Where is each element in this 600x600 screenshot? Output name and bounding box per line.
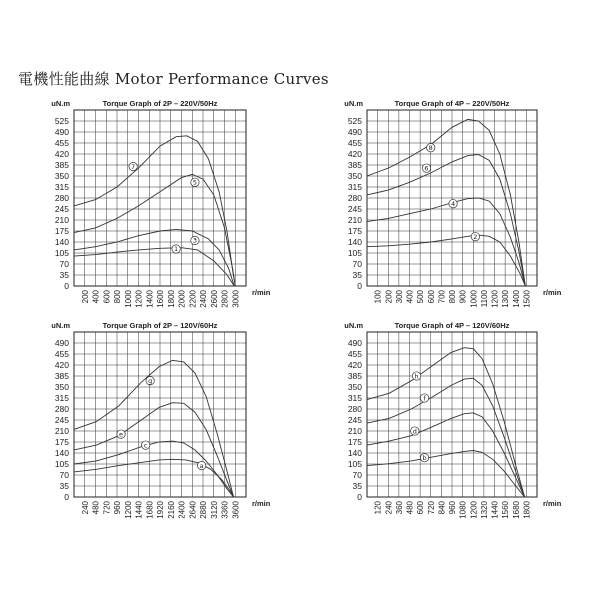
x-tick-label: 360 — [394, 501, 404, 515]
y-tick-label: 70 — [59, 470, 69, 480]
x-tick-label: 1680 — [511, 501, 521, 519]
y-tick-label: 175 — [54, 437, 69, 447]
x-tick-label: 1100 — [479, 290, 489, 308]
x-tick-label: 300 — [394, 290, 404, 304]
x-tick-label: 3600 — [231, 501, 241, 519]
x-tick-label: 1300 — [501, 290, 511, 308]
y-tick-label: 455 — [54, 138, 69, 148]
x-tick-label: 2200 — [188, 290, 198, 308]
x-tick-label: 400 — [91, 290, 101, 304]
x-tick-label: 1800 — [166, 290, 176, 308]
y-tick-label: 210 — [347, 426, 362, 436]
chart-panel-3 — [51, 321, 271, 519]
y-tick-label: 490 — [54, 338, 69, 348]
x-tick-label: 1000 — [469, 290, 479, 308]
y-tick-label: 0 — [357, 281, 362, 291]
x-tick-label: 400 — [405, 290, 415, 304]
curve-a — [74, 459, 234, 497]
x-tick-label: 2880 — [199, 501, 208, 519]
x-tick-label: 1500 — [522, 290, 532, 308]
y-tick-label: 140 — [347, 448, 362, 458]
curve-label-e: e — [119, 430, 124, 439]
y-tick-label: 455 — [347, 349, 362, 359]
y-tick-label: 70 — [352, 259, 362, 269]
x-axis-label: r/min — [252, 288, 271, 297]
y-axis-label: uN.m — [344, 99, 363, 108]
x-tick-label: 900 — [458, 290, 468, 304]
y-tick-label: 490 — [347, 338, 362, 348]
y-tick-label: 455 — [54, 349, 69, 359]
chart-panel-2 — [344, 99, 562, 308]
x-tick-label: 1200 — [123, 501, 133, 519]
x-tick-label: 120 — [373, 501, 383, 515]
y-tick-label: 175 — [54, 226, 69, 236]
x-tick-label: 100 — [373, 290, 383, 304]
y-tick-label: 70 — [352, 470, 362, 480]
x-tick-label: 1680 — [145, 501, 155, 519]
y-tick-label: 0 — [64, 492, 69, 502]
x-tick-label: 1440 — [490, 501, 500, 519]
y-tick-label: 210 — [347, 215, 362, 225]
chart-title: Torque Graph of 4P – 120V/60Hz — [394, 321, 510, 330]
x-tick-label: 1200 — [490, 290, 500, 308]
x-tick-label: 1320 — [479, 501, 489, 519]
y-tick-label: 525 — [347, 116, 362, 126]
x-axis-label: r/min — [543, 288, 562, 297]
y-tick-label: 210 — [54, 215, 69, 225]
curve-h — [367, 348, 525, 497]
y-tick-label: 0 — [64, 281, 69, 291]
x-tick-label: 1560 — [501, 501, 511, 519]
x-tick-label: 2800 — [220, 290, 230, 308]
y-tick-label: 315 — [54, 393, 69, 403]
y-tick-label: 35 — [59, 270, 69, 280]
y-tick-label: 280 — [54, 193, 69, 203]
y-tick-label: 245 — [347, 415, 362, 425]
x-axis-label: r/min — [252, 499, 271, 508]
curve-label-h: h — [414, 372, 419, 381]
x-tick-label: 1000 — [123, 290, 133, 308]
y-tick-label: 280 — [347, 404, 362, 414]
y-tick-label: 385 — [347, 371, 362, 381]
y-tick-label: 455 — [347, 138, 362, 148]
y-tick-label: 140 — [54, 237, 69, 247]
y-tick-label: 140 — [347, 237, 362, 247]
curve-label-f: f — [423, 394, 426, 403]
y-tick-label: 35 — [352, 481, 362, 491]
x-tick-label: 960 — [113, 501, 122, 515]
curve-b — [367, 451, 525, 498]
y-tick-label: 420 — [347, 149, 362, 159]
curve-label-6: 6 — [424, 164, 429, 173]
y-tick-label: 105 — [54, 459, 69, 469]
y-tick-label: 280 — [54, 404, 69, 414]
curve-3 — [74, 229, 234, 286]
y-tick-label: 315 — [347, 393, 362, 403]
y-tick-label: 420 — [54, 360, 69, 370]
y-tick-label: 175 — [347, 437, 362, 447]
x-tick-label: 2600 — [209, 290, 219, 308]
curve-label-5: 5 — [192, 178, 198, 187]
curve-label-3: 3 — [192, 236, 198, 245]
x-tick-label: 240 — [384, 501, 394, 515]
x-tick-label: 600 — [102, 290, 112, 304]
y-tick-label: 70 — [59, 259, 69, 269]
y-tick-label: 315 — [54, 182, 69, 192]
curve-8 — [367, 119, 525, 286]
x-tick-label: 2400 — [177, 501, 187, 519]
y-tick-label: 140 — [54, 448, 69, 458]
x-tick-label: 3000 — [231, 290, 241, 308]
y-tick-label: 350 — [347, 171, 362, 181]
y-tick-label: 35 — [59, 481, 69, 491]
y-tick-label: 245 — [347, 204, 362, 214]
x-tick-label: 1400 — [511, 290, 521, 308]
x-tick-label: 200 — [384, 290, 394, 304]
y-axis-label: uN.m — [51, 99, 70, 108]
curve-1 — [74, 248, 234, 286]
y-tick-label: 385 — [54, 371, 69, 381]
curve-label-4: 4 — [450, 199, 456, 208]
curve-label-b: b — [422, 454, 427, 463]
x-tick-label: 2000 — [177, 290, 187, 308]
x-axis-label: r/min — [543, 499, 562, 508]
y-tick-label: 350 — [54, 171, 69, 181]
x-tick-label: 1080 — [458, 501, 468, 519]
y-tick-label: 420 — [54, 149, 69, 159]
y-tick-label: 245 — [54, 204, 69, 214]
curve-label-g: g — [148, 377, 153, 386]
y-tick-label: 0 — [357, 492, 362, 502]
chart-panel-1 — [51, 99, 271, 308]
chart-title: Torque Graph of 2P – 120V/60Hz — [102, 321, 218, 330]
x-tick-label: 720 — [426, 501, 436, 515]
x-tick-label: 2640 — [188, 501, 198, 519]
chart-panel-4 — [344, 321, 562, 519]
y-tick-label: 105 — [347, 459, 362, 469]
x-tick-label: 3360 — [220, 501, 230, 519]
x-tick-label: 2400 — [199, 290, 208, 308]
curve-label-7: 7 — [131, 162, 136, 171]
y-tick-label: 350 — [347, 382, 362, 392]
x-tick-label: 1400 — [145, 290, 155, 308]
y-axis-label: uN.m — [344, 321, 363, 330]
x-tick-label: 500 — [416, 290, 426, 304]
curve-label-1: 1 — [174, 245, 179, 254]
x-tick-label: 1800 — [522, 501, 532, 519]
curve-f — [367, 378, 525, 497]
curve-2 — [367, 232, 525, 286]
chart-title: Torque Graph of 2P – 220V/50Hz — [102, 99, 218, 108]
y-tick-label: 105 — [54, 248, 69, 258]
y-tick-label: 105 — [347, 248, 362, 258]
x-tick-label: 700 — [437, 290, 447, 304]
x-tick-label: 1920 — [156, 501, 165, 519]
x-tick-label: 960 — [448, 501, 457, 515]
x-tick-label: 600 — [426, 290, 436, 304]
y-tick-label: 525 — [54, 116, 69, 126]
x-tick-label: 800 — [448, 290, 457, 304]
x-tick-label: 1440 — [134, 501, 144, 519]
y-tick-label: 315 — [347, 182, 362, 192]
y-tick-label: 385 — [347, 160, 362, 170]
curve-6 — [367, 155, 525, 286]
curve-label-a: a — [199, 461, 204, 470]
x-tick-label: 840 — [437, 501, 447, 515]
x-tick-label: 200 — [80, 290, 90, 304]
chart-title: Torque Graph of 4P – 220V/50Hz — [394, 99, 510, 108]
y-axis-label: uN.m — [51, 321, 70, 330]
y-tick-label: 280 — [347, 193, 362, 203]
x-tick-label: 3120 — [209, 501, 219, 519]
curve-label-2: 2 — [473, 232, 478, 241]
y-tick-label: 35 — [352, 270, 362, 280]
curve-5 — [74, 174, 235, 286]
y-tick-label: 210 — [54, 426, 69, 436]
curve-7 — [74, 136, 235, 286]
curve-label-c: c — [143, 441, 148, 450]
page-title: 電機性能曲線 Motor Performance Curves — [18, 70, 329, 88]
x-tick-label: 800 — [113, 290, 122, 304]
y-tick-label: 490 — [54, 127, 69, 137]
x-tick-label: 480 — [91, 501, 101, 515]
x-tick-label: 480 — [405, 501, 415, 515]
curve-label-8: 8 — [428, 144, 433, 153]
x-tick-label: 1200 — [469, 501, 479, 519]
y-tick-label: 490 — [347, 127, 362, 137]
x-tick-label: 2160 — [166, 501, 176, 519]
y-tick-label: 420 — [347, 360, 362, 370]
x-tick-label: 240 — [80, 501, 90, 515]
y-tick-label: 350 — [54, 382, 69, 392]
curve-label-d: d — [412, 427, 417, 436]
y-tick-label: 175 — [347, 226, 362, 236]
x-tick-label: 720 — [102, 501, 112, 515]
y-tick-label: 245 — [54, 415, 69, 425]
x-tick-label: 600 — [416, 501, 426, 515]
x-tick-label: 1600 — [156, 290, 165, 308]
x-tick-label: 1200 — [134, 290, 144, 308]
y-tick-label: 385 — [54, 160, 69, 170]
curve-e — [74, 403, 234, 497]
